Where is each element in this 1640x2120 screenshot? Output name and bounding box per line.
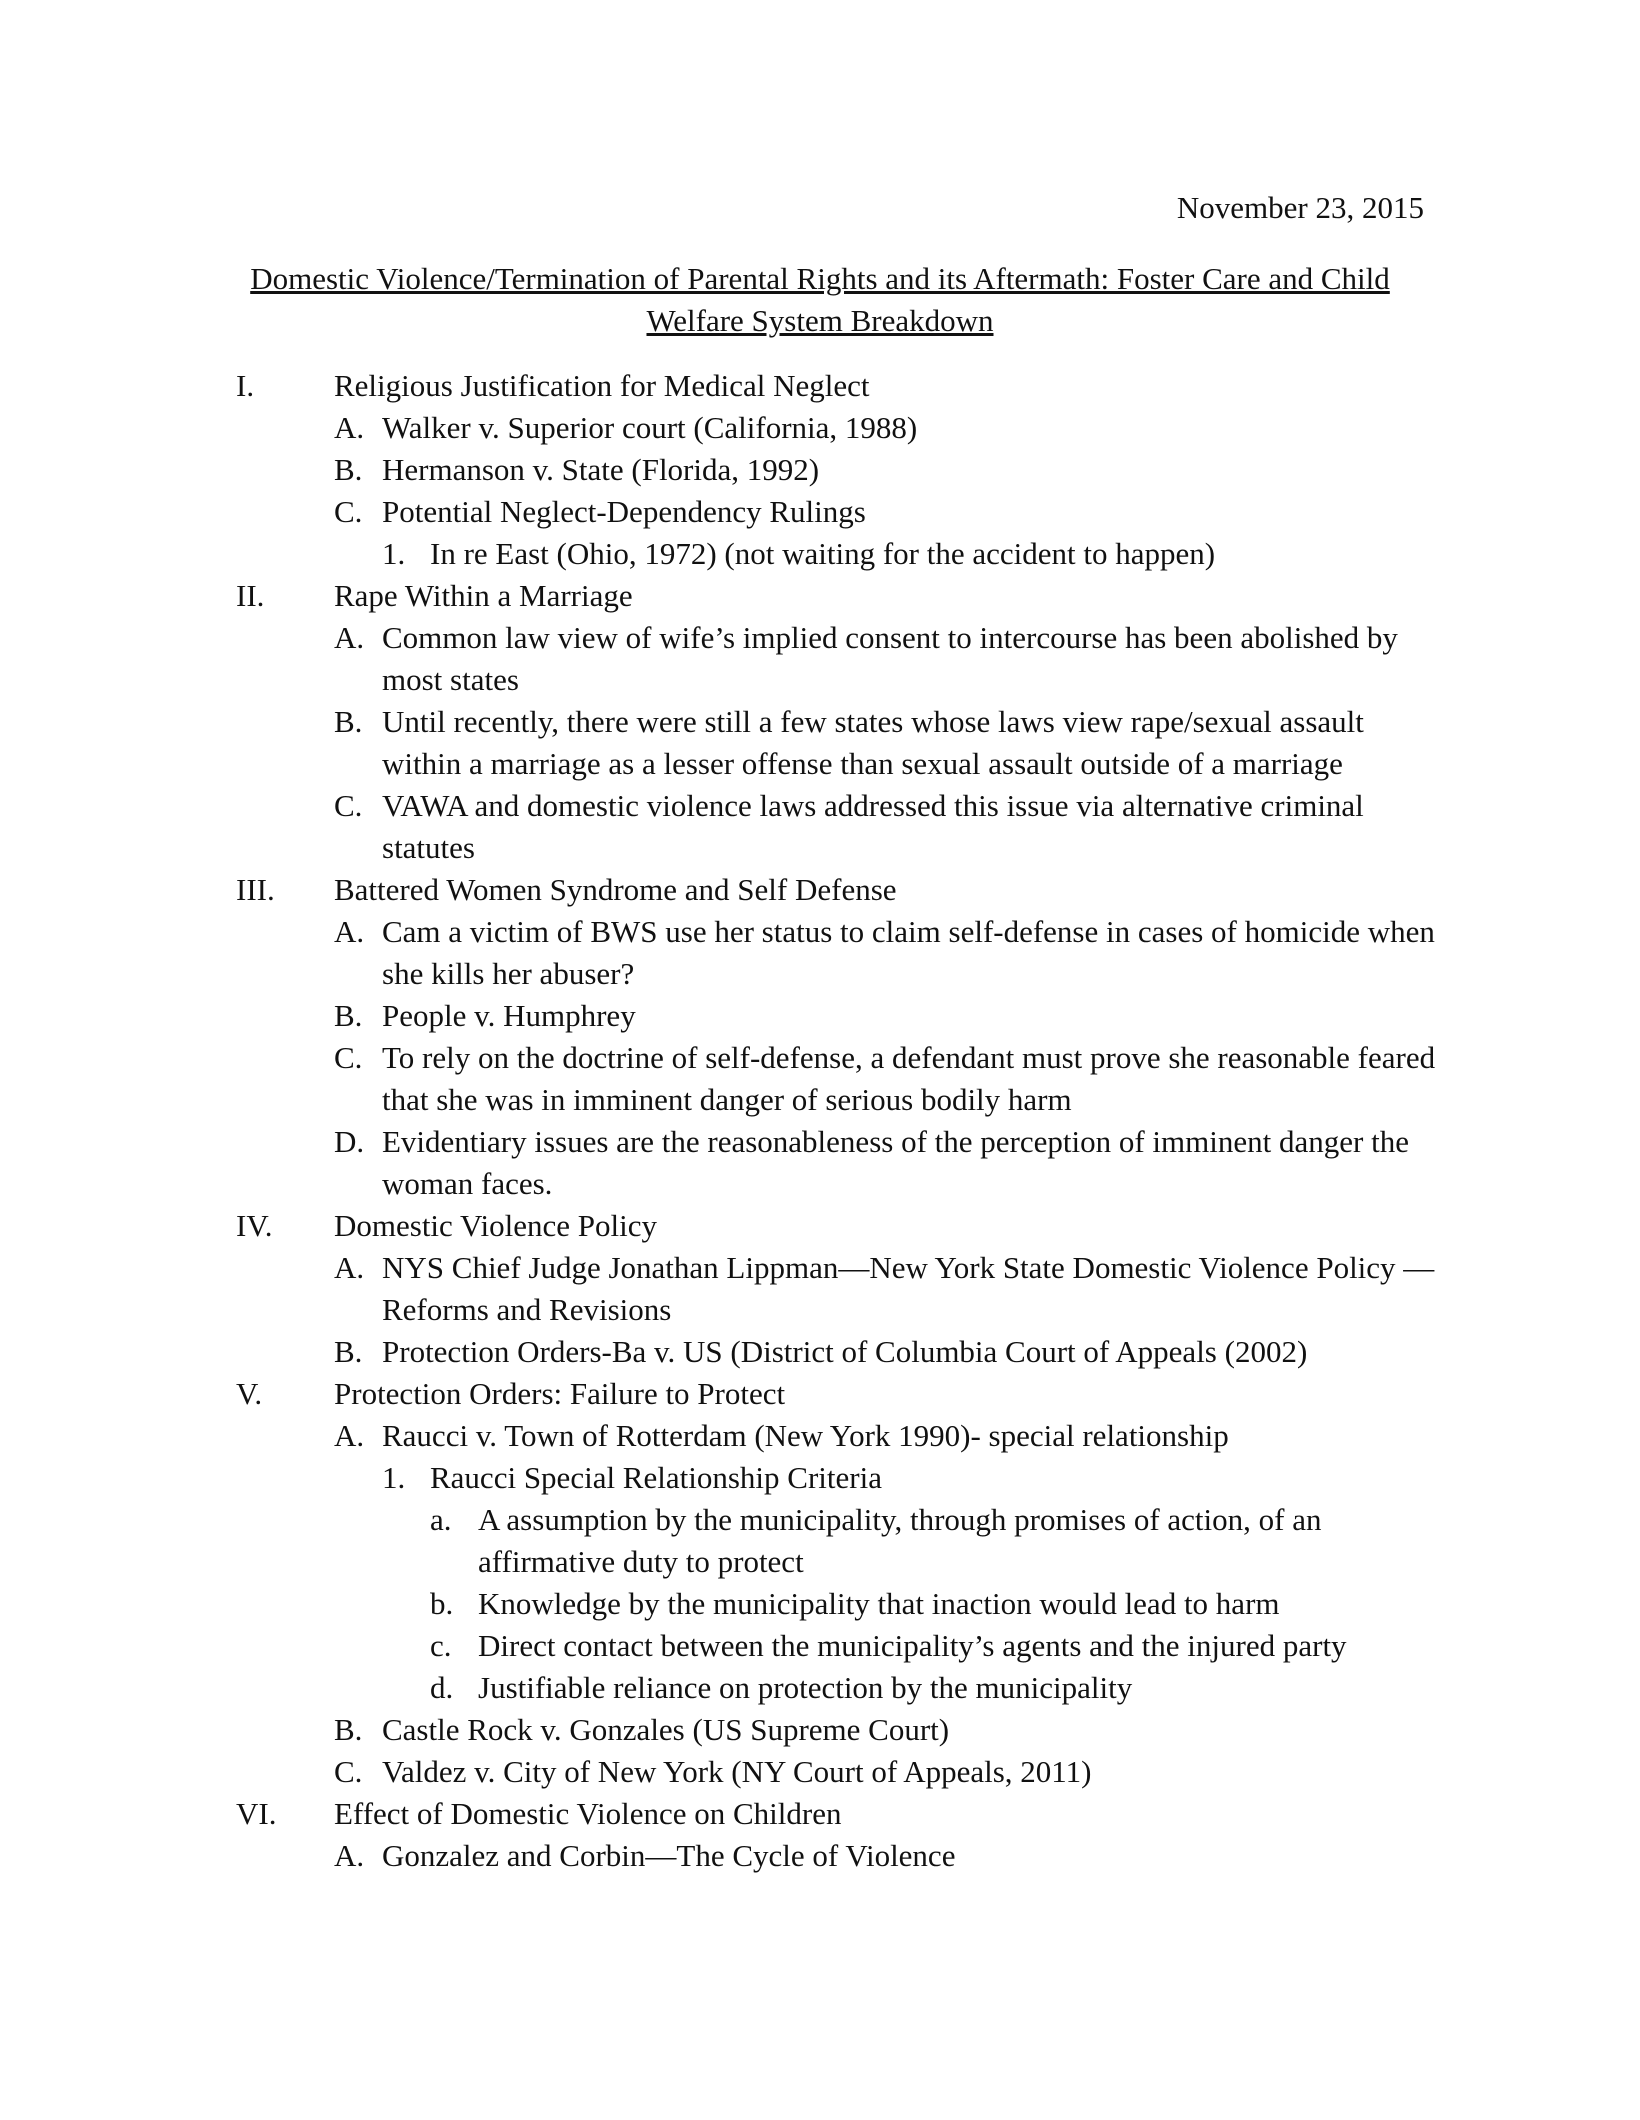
outline-marker: C. [334,494,363,529]
outline-text: Castle Rock v. Gonzales (US Supreme Court) [382,1712,950,1747]
outline-item-level-2 [236,1835,1446,1877]
outline-marker: A. [334,914,365,949]
outline-item-level-2 [236,785,1446,869]
outline-marker: C. [334,1040,363,1075]
outline-item-level-4 [236,1583,1446,1625]
outline-marker: b. [430,1586,454,1621]
outline-marker: A. [334,1838,365,1873]
outline-text: Battered Women Syndrome and Self Defense [334,872,897,907]
outline-text: Common law view of wife’s implied consent to intercourse has been abolished by most states [382,620,1398,697]
outline-text: Gonzalez and Corbin—The Cycle of Violence [382,1838,956,1873]
outline-text: Direct contact between the municipality’s agents and the injured party [478,1628,1347,1663]
outline-text: NYS Chief Judge Jonathan Lippman—New York State Domestic Violence Policy —Reforms and Revisions [382,1250,1435,1327]
outline [236,365,1446,1877]
outline-text: In re East (Ohio, 1972) (not waiting for the accident to happen) [430,536,1216,571]
outline-marker: III. [236,872,275,907]
outline-text: Domestic Violence Policy [334,1208,658,1243]
outline-item-level-2 [236,449,1446,491]
outline-item-level-2 [236,1331,1446,1373]
outline-marker: IV. [236,1208,273,1243]
outline-text: Raucci Special Relationship Criteria [430,1460,882,1495]
outline-item-level-2 [236,407,1446,449]
outline-item-level-3 [236,1457,1446,1499]
outline-marker: c. [430,1628,452,1663]
outline-text: Until recently, there were still a few states whose laws view rape/sexual assault within a marriage as a lesser offense than sexual assault outside of a marriage [382,704,1364,781]
outline-marker: D. [334,1124,365,1159]
outline-item-level-1 [236,1793,1446,1835]
outline-text: A assumption by the municipality, through promises of action, of an affirmative duty to protect [478,1502,1322,1579]
outline-item-level-2 [236,1247,1446,1331]
outline-marker: B. [334,998,363,1033]
outline-text: Evidentiary issues are the reasonableness of the perception of imminent danger the woman faces. [382,1124,1409,1201]
outline-item-level-1 [236,1205,1446,1247]
outline-marker: 1. [382,536,406,571]
outline-marker: C. [334,788,363,823]
outline-text: Justifiable reliance on protection by the municipality [478,1670,1133,1705]
outline-item-level-2 [236,491,1446,533]
outline-text: Protection Orders-Ba v. US (District of Columbia Court of Appeals (2002) [382,1334,1308,1369]
outline-text: To rely on the doctrine of self-defense, a defendant must prove she reasonable feared that she was in imminent danger of serious bodily harm [382,1040,1436,1117]
outline-marker: A. [334,1250,365,1285]
outline-item-level-2 [236,995,1446,1037]
outline-item-level-1 [236,575,1446,617]
outline-marker: VI. [236,1796,277,1831]
document-date: November 23, 2015 [1176,190,1424,225]
outline-marker: 1. [382,1460,406,1495]
outline-marker: A. [334,620,365,655]
document-title: Domestic Violence/Termination of Parental Rights and its Aftermath: Foster Care and Child Welfare System Breakdown [250,261,1390,338]
outline-marker: B. [334,704,363,739]
outline-item-level-2 [236,1121,1446,1205]
outline-text: Religious Justification for Medical Neglect [334,368,870,403]
outline-item-level-2 [236,1415,1446,1457]
outline-marker: C. [334,1754,363,1789]
outline-item-level-1 [236,1373,1446,1415]
outline-marker: A. [334,1418,365,1453]
outline-item-level-4 [236,1499,1446,1583]
outline-text: People v. Humphrey [382,998,636,1033]
outline-item-level-2 [236,1037,1446,1121]
outline-marker: B. [334,452,363,487]
outline-text: Knowledge by the municipality that inaction would lead to harm [478,1586,1280,1621]
outline-marker: II. [236,578,265,613]
outline-text: Cam a victim of BWS use her status to claim self-defense in cases of homicide when she kills her abuser? [382,914,1435,991]
outline-marker: V. [236,1376,263,1411]
outline-marker: a. [430,1502,452,1537]
outline-item-level-2 [236,1709,1446,1751]
outline-text: Protection Orders: Failure to Protect [334,1376,786,1411]
outline-text: Valdez v. City of New York (NY Court of Appeals, 2011) [382,1754,1092,1789]
outline-item-level-4 [236,1625,1446,1667]
outline-text: Hermanson v. State (Florida, 1992) [382,452,820,487]
outline-text: VAWA and domestic violence laws addressed this issue via alternative criminal statutes [382,788,1364,865]
outline-item-level-2 [236,701,1446,785]
outline-text: Effect of Domestic Violence on Children [334,1796,842,1831]
outline-text: Walker v. Superior court (California, 1988) [382,410,918,445]
outline-text: Raucci v. Town of Rotterdam (New York 1990)- special relationship [382,1418,1229,1453]
outline-text: Potential Neglect-Dependency Rulings [382,494,866,529]
outline-item-level-2 [236,1751,1446,1793]
outline-item-level-3 [236,533,1446,575]
outline-text: Rape Within a Marriage [334,578,633,613]
outline-item-level-1 [236,365,1446,407]
outline-item-level-2 [236,617,1446,701]
outline-item-level-1 [236,869,1446,911]
outline-marker: A. [334,410,365,445]
outline-marker: d. [430,1670,454,1705]
outline-item-level-2 [236,911,1446,995]
outline-item-level-4 [236,1667,1446,1709]
outline-marker: B. [334,1712,363,1747]
outline-marker: I. [236,368,255,403]
outline-marker: B. [334,1334,363,1369]
